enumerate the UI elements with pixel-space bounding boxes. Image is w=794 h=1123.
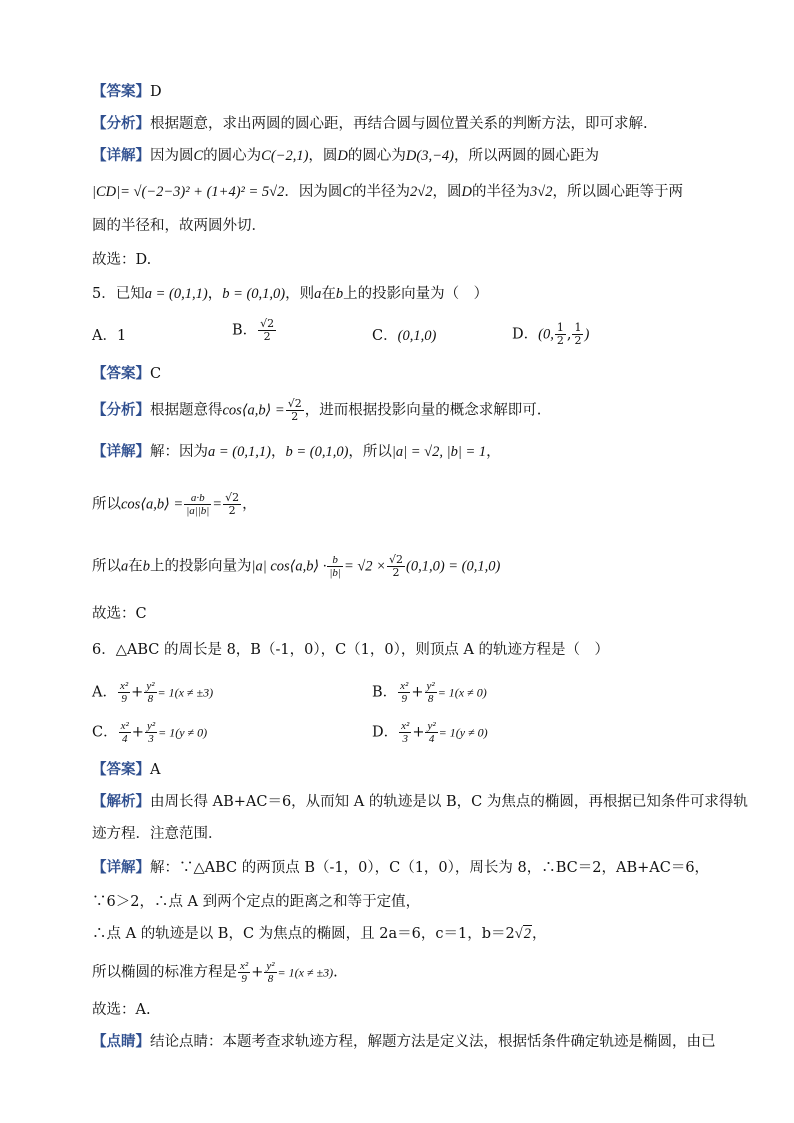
detail-tag: 【详解】 — [92, 443, 150, 460]
option-label: B． — [232, 322, 258, 339]
q4-answer-line — [92, 82, 162, 102]
math-expr: |CD|= √(−2−3)² + (1+4)² = 5√2 — [92, 184, 285, 200]
math-expr: = 1(x ≠ ±3) — [277, 965, 334, 980]
detail-text: 的圆心为 — [347, 148, 406, 164]
math-expr: |a| = √2, |b| = 1 — [391, 444, 487, 460]
detail-text: 的圆心为 — [203, 148, 262, 164]
detail-text: ，圆 — [308, 148, 338, 164]
q5-so-line-1: 所以cos⟨a,b⟩ = $\frac{a\cdot b}{|a||b|}$ = $\frac{√2}{2}$ ， — [92, 491, 257, 517]
math-var: C — [342, 184, 353, 200]
detail-text: 解：∵△ABC 的两顶点 B（-1，0），C（1，0），周长为 8，∴BC＝2，AB+AC＝6， — [150, 860, 710, 876]
math-expr: = √2 × — [343, 558, 386, 575]
answer-value: A — [150, 762, 161, 778]
q6-detail-line-4: 所以椭圆的标准方程是 $\frac{\text{x²}}{9}$ + $\frac{\text{y²}}{8}$ = 1(x ≠ ±3). — [92, 960, 338, 985]
analysis-text: 根据题意，求出两圆的圆心距，再结合圆与圆位置关系的判断方法，即可求解. — [150, 116, 648, 132]
math-var: D — [461, 184, 472, 200]
answer-value: D — [150, 84, 162, 100]
stem-text: 上的投影向量为（ ） — [343, 286, 489, 302]
q6-detail-line-2 — [92, 892, 420, 912]
q6-comment-line — [92, 1032, 716, 1052]
option-label: A． — [92, 684, 117, 701]
detail-text: 的半径为 — [472, 184, 530, 200]
detail-text: 所以 — [92, 558, 121, 575]
parse-tag: 【解析】 — [92, 793, 150, 810]
answer-tag: 【答案】 — [92, 761, 150, 778]
math-var: b — [335, 286, 344, 302]
detail-text: 因为圆 — [150, 148, 194, 164]
math-expr: 2 — [523, 926, 531, 942]
q6-option-b: B． $\frac{\text{x²}}{9}$ + $\frac{\text{y²}}{8}$ = 1(x ≠ 0) — [372, 680, 487, 705]
analysis-tag: 【分析】 — [92, 401, 150, 419]
q6-parse-line-2 — [92, 824, 223, 844]
stem-text: 6．△ABC 的周长是 8，B（-1，0），C（1，0），则顶点 A 的轨迹方程是（ ） — [92, 642, 610, 658]
q6-detail-line-1 — [92, 858, 709, 878]
choose-text: 故选：A. — [92, 1002, 151, 1018]
q4-detail-line-3 — [92, 216, 266, 236]
q5-analysis-line: 【分析】根据题意得cos⟨a,b⟩ = $\frac{√2}{2}$ ，进而根据投影向量的概念求解即可. — [92, 397, 542, 423]
detail-text: ．因为圆 — [284, 184, 343, 200]
detail-text: ， — [531, 926, 547, 942]
detail-text: 圆的半径和，故两圆外切． — [92, 218, 266, 234]
math-expr: b = (0,1,0) — [222, 286, 286, 302]
math-expr: a = (0,1,1) — [208, 444, 271, 460]
detail-text: ，所以两圆的圆心距为 — [453, 148, 599, 164]
math-var: D — [337, 148, 348, 164]
math-expr: = 1(y ≠ 0) — [158, 725, 208, 740]
q4-detail-line-2 — [92, 182, 683, 202]
q5-stem: 5．已知a = (0,1,1)，b = (0,1,0)，则a在b上的投影向量为（ ） — [92, 286, 489, 302]
detail-text: ，所以圆心距等于两 — [552, 184, 683, 200]
comment-text: 结论点睛：本题考查求轨迹方程，解题方法是定义法，根据恬条件确定轨迹是椭圆，由已 — [150, 1034, 716, 1050]
math-expr: (0,1,0) = (0,1,0) — [405, 558, 501, 575]
math-expr: = 1(x ≠ ±3) — [157, 685, 214, 700]
q6-option-d: D． $\frac{\text{x²}}{3}$ + $\frac{\text{y²}}{4}$ = 1(y ≠ 0) — [372, 720, 488, 745]
q6-choose — [92, 1000, 151, 1020]
math-expr: D(3,−4) — [405, 148, 454, 164]
answer-tag: 【答案】 — [92, 365, 150, 382]
comment-tag: 【点睛】 — [92, 1033, 150, 1050]
fraction: $\frac{√2}{2}$ — [260, 317, 275, 343]
math-expr: a = (0,1,1) — [144, 286, 208, 302]
stem-text: 5．已知 — [92, 286, 145, 302]
parse-text: 由周长得 AB+AC＝6，从而知 A 的轨迹是以 B，C 为焦点的椭圆，再根据已知条件可求得轨 — [150, 794, 748, 810]
option-label: D． — [372, 724, 399, 741]
answer-value: C — [150, 366, 162, 382]
math-expr: 3√2 — [530, 184, 553, 200]
math-expr: 2√2 — [410, 184, 433, 200]
detail-text: 解：因为 — [150, 444, 208, 460]
q5-option-c — [372, 326, 436, 346]
q6-option-a: A． $\frac{\text{x²}}{9}$ + $\frac{\text{y²}}{8}$ = 1(x ≠ ±3) — [92, 680, 214, 705]
q6-detail-line-3: ∴点 A 的轨迹是以 B，C 为焦点的椭圆，且 2a＝6，c＝1，b＝2√2， — [92, 926, 547, 942]
q4-analysis-line — [92, 114, 648, 134]
stem-text: ，则 — [285, 286, 315, 302]
choose-text: 故选：C — [92, 606, 147, 622]
detail-text: 所以 — [92, 496, 121, 513]
detail-text: 上的投影向量为 — [150, 558, 252, 575]
q5-detail-line-1: 【详解】解：因为a = (0,1,1)，b = (0,1,0)，所以|a| = √2, |b| = 1， — [92, 443, 501, 460]
detail-text: 在 — [128, 558, 143, 575]
analysis-tag: 【分析】 — [92, 115, 150, 132]
detail-tag: 【详解】 — [92, 147, 150, 164]
q5-answer-line — [92, 364, 161, 384]
math-expr: b = (0,1,0) — [285, 444, 349, 460]
choose-text: 故选：D. — [92, 252, 152, 268]
option-label: A．1 — [92, 328, 127, 344]
answer-tag: 【答案】 — [92, 83, 150, 100]
math-var: C — [193, 148, 204, 164]
option-label: C． — [372, 328, 398, 344]
detail-text: ∵6＞2，∴点 A 到两个定点的距离之和等于定值， — [92, 894, 421, 910]
detail-text: ， — [242, 496, 257, 513]
q5-option-a — [92, 326, 126, 346]
option-label: B． — [372, 684, 398, 701]
analysis-text: 根据题意得 — [150, 402, 223, 419]
parse-text: 迹方程．注意范围． — [92, 826, 223, 842]
q6-option-c: C． $\frac{\text{x²}}{4}$ + $\frac{\text{y²}}{3}$ = 1(y ≠ 0) — [92, 720, 208, 745]
stem-text: 在 — [321, 286, 336, 302]
detail-text: 所以椭圆的标准方程是 — [92, 964, 237, 981]
option-label: C． — [92, 724, 118, 741]
detail-text: . — [333, 964, 338, 981]
q6-stem — [92, 640, 609, 660]
analysis-text: ，进而根据投影向量的概念求解即可. — [304, 402, 542, 419]
math-expr: C(−2,1) — [261, 148, 309, 164]
q5-choose — [92, 604, 147, 624]
detail-text: 的半径为 — [352, 184, 411, 200]
math-expr: = 1(x ≠ 0) — [437, 685, 487, 700]
q4-choose — [92, 250, 151, 270]
q4-detail-line-1 — [92, 146, 599, 166]
detail-text: ，圆 — [432, 184, 462, 200]
math-var: a — [314, 286, 322, 302]
detail-text: ，所以 — [348, 444, 392, 460]
math-expr: = 1(y ≠ 0) — [438, 725, 488, 740]
detail-text: ∴点 A 的轨迹是以 B，C 为焦点的椭圆，且 2a＝6，c＝1，b＝2 — [92, 926, 515, 942]
option-label: D． — [512, 326, 539, 343]
q5-option-d: D．(0, $\frac{1}{2}$ , $\frac{1}{2}$ ) — [512, 321, 590, 347]
detail-text: ， — [486, 444, 501, 460]
q6-answer-line — [92, 760, 160, 780]
detail-tag: 【详解】 — [92, 859, 150, 876]
q5-so-line-2: 所以a在b上的投影向量为|a| cos⟨a,b⟩ · $\frac{b}{|b|}$ = √2 × $\frac{√2}{2}$ (0,1,0) = (0,1,0) — [92, 553, 501, 579]
q5-option-b — [232, 318, 277, 343]
q6-parse-line-1 — [92, 792, 748, 812]
math-expr: (0,1,0) — [397, 328, 437, 344]
